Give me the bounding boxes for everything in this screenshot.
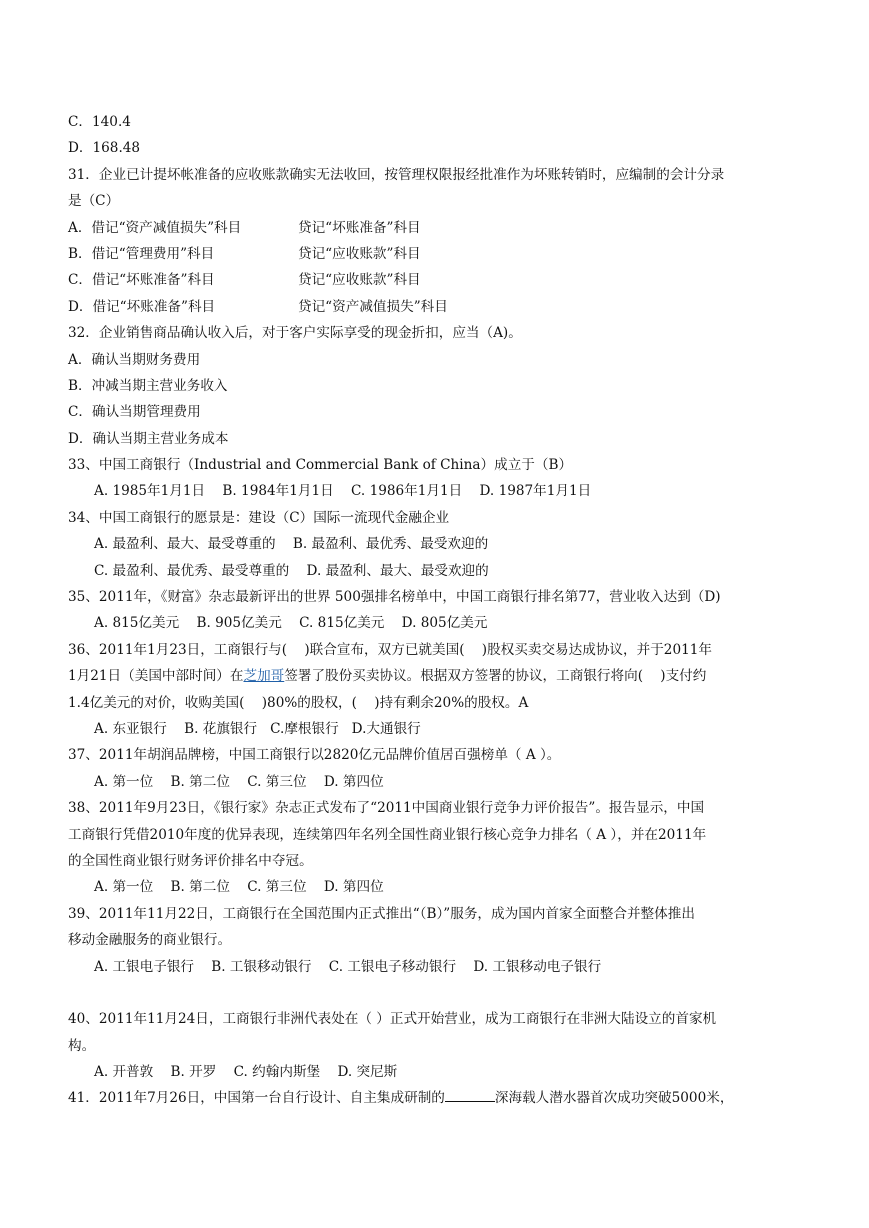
question-39-text: 39、2011年11月22日，工商银行在全国范围内正式推出“（B）”服务，成为国内首家全面整合并整体推出 — [68, 905, 695, 922]
question-36-text-end: 1.4亿美元的对价，收购美国( )80%的股权，( )持有剩余20%的股权。A — [68, 694, 529, 711]
question-34-text: 34、中国工商银行的愿景是：建设（C）国际一流现代金融企业 — [68, 509, 450, 526]
document-page — [68, 109, 808, 1112]
option-credit: 贷记“应收账款”科目 — [298, 245, 421, 262]
question-31-option-c — [68, 267, 808, 293]
option-credit: 贷记“资产减值损失”科目 — [298, 298, 448, 315]
question-35-text: 35、2011年，《财富》杂志最新评出的世界 500强排名榜单中，中国工商银行排名第77，营业收入达到（D) — [68, 589, 721, 606]
question-32-option-a: A．确认当期财务费用 — [68, 351, 201, 368]
question-38-options: A. 第一位 B. 第二位 C. 第三位 D. 第四位 — [94, 879, 384, 896]
question-41-text-pre: 41．2011年7月26日，中国第一台自行设计、自主集成研制的 — [68, 1090, 445, 1107]
question-40-text-cont: 构。 — [68, 1037, 96, 1054]
question-31-option-a — [68, 215, 808, 241]
question-32-option-b: B．冲减当期主营业务收入 — [68, 377, 228, 394]
question-31-text-cont: 是（C） — [68, 193, 120, 210]
question-35-options: A. 815亿美元 B. 905亿美元 C. 815亿美元 D. 805亿美元 — [94, 615, 488, 632]
question-32-option-d: D．确认当期主营业务成本 — [68, 430, 229, 447]
question-31-option-d — [68, 294, 808, 320]
question-32-option-c: C．确认当期管理费用 — [68, 404, 201, 421]
option-debit: C．借记“坏账准备”科目 — [68, 272, 215, 289]
question-31-text: 31．企业已计提坏帐准备的应收账款确实无法收回，按管理权限报经批准作为坏账转销时，应编制的会计分录 — [68, 166, 725, 183]
question-37-options: A. 第一位 B. 第二位 C. 第三位 D. 第四位 — [94, 773, 384, 790]
question-41-text-post: 深海载人潜水器首次成功突破5000米， — [494, 1090, 734, 1107]
question-33-options: A. 1985年1月1日 B. 1984年1月1日 C. 1986年1月1日 D. 1987年1月1日 — [94, 483, 592, 500]
question-36-text-pre: 1月21日（美国中部时间）在 — [68, 668, 244, 685]
question-39-text-cont: 移动金融服务的商业银行。 — [68, 932, 232, 949]
option-debit: B．借记“管理费用”科目 — [68, 245, 215, 262]
question-33-text: 33、中国工商银行（Industrial and Commercial Bank of China）成立于（B） — [68, 457, 573, 474]
question-38-text: 38、2011年9月23日，《银行家》杂志正式发布了“2011中国商业银行竞争力评价报告”。报告显示，中国 — [68, 800, 705, 817]
question-34-options-ab: A. 最盈利、最大、最受尊重的 B. 最盈利、最优秀、最受欢迎的 — [94, 536, 489, 553]
question-32-text: 32．企业销售商品确认收入后，对于客户实际享受的现金折扣，应当（A)。 — [68, 325, 522, 342]
option-text: C．140.4 — [68, 114, 131, 130]
question-36-text-post: 签署了股份买卖协议。根据双方签署的协议，工商银行将向( )支付约 — [284, 668, 707, 685]
chicago-link[interactable]: 芝加哥 — [243, 668, 285, 685]
question-38-text-cont: 工商银行凭借2010年度的优异表现，连续第四年名列全国性商业银行核心竞争力排名（ A ），并在2011年 — [68, 826, 707, 843]
question-40-options: A. 开普敦 B. 开罗 C. 约翰内斯堡 D. 突尼斯 — [94, 1064, 398, 1081]
question-31-option-b — [68, 241, 808, 267]
question-39-options: A. 工银电子银行 B. 工银移动银行 C. 工银电子移动银行 D. 工银移动电子银行 — [94, 958, 602, 975]
question-41-text — [68, 1085, 808, 1111]
answer-blank — [445, 1087, 495, 1102]
question-36-options: A. 东亚银行 B. 花旗银行 C.摩根银行 D.大通银行 — [94, 720, 421, 737]
option-credit: 贷记“坏账准备”科目 — [298, 219, 421, 236]
blank-line — [68, 980, 808, 1006]
question-37-text: 37、2011年胡润品牌榜，中国工商银行以2820亿元品牌价值居百强榜单（ A ）。 — [68, 747, 561, 764]
option-text: D．168.48 — [68, 140, 141, 157]
question-36-text: 36、2011年1月23日，工商银行与( )联合宣布，双方已就美国( )股权买卖交易达成协议，并于2011年 — [68, 641, 712, 658]
question-38-text-end: 的全国性商业银行财务评价排名中夺冠。 — [68, 852, 313, 869]
question-36-text-cont — [68, 663, 808, 689]
option-debit: A．借记“资产减值损失”科目 — [68, 219, 242, 236]
question-40-text: 40、2011年11月24日，工商银行非洲代表处在（ ）正式开始营业，成为工商银行在非洲大陆设立的首家机 — [68, 1011, 717, 1028]
option-credit: 贷记“应收账款”科目 — [298, 272, 421, 289]
option-debit: D．借记“坏账准备”科目 — [68, 298, 216, 315]
question-34-options-cd: C. 最盈利、最优秀、最受尊重的 D. 最盈利、最大、最受欢迎的 — [94, 562, 489, 579]
